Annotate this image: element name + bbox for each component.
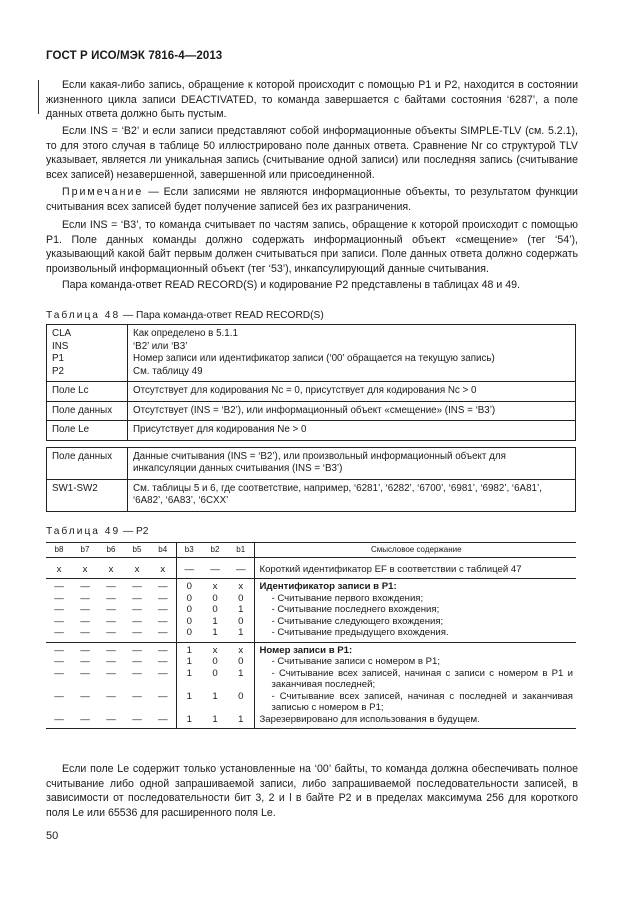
page-number: 50	[46, 830, 59, 842]
table-row: Поле данных Отсутствует (INS = ‘B2’), или информационный объект «смещение» (INS = ‘B3’)	[47, 401, 576, 421]
paragraph-read-record: Пара команда-ответ READ RECORD(S) и кодирование P2 представлены в таблицах 48 и 49.	[62, 279, 520, 291]
table-row: — — — — — 1 0 0 - Считывание записи с номером в P1;	[46, 656, 576, 668]
table49-header: b8 b7 b6 b5 b4 b3 b2 b1 Смысловое содержание	[46, 543, 576, 558]
table-row: — — — — — 0 1 0 - Считывание следующего вхождения;	[46, 616, 576, 628]
table-row: — — — — — 0 0 0 - Считывание первого вхождения;	[46, 593, 576, 605]
table-row: CLA INS P1 P2 Как определено в 5.1.1 ‘B2’ или ‘B3’ Номер записи или идентификатор записи (‘00’ обращается на текущую запись) См. таблицу 49	[47, 325, 576, 382]
table-gap	[47, 440, 576, 447]
paragraph-deactivated: Если какая-либо запись, обращение к которой происходит с помощью P1 и P2, находится в состоянии жизненного цикла записи DEACTIVATED, то команда завершается с байтами состояния ‘6287’, а поле данных ответа должно быть пустым.	[46, 79, 578, 120]
note-label: Примечание	[62, 186, 144, 198]
table-row: — — — — — 1 1 0 - Считывание всех записей, начиная с последней и заканчивая записью с номером в P1;	[46, 691, 576, 714]
table48	[46, 324, 576, 512]
table-row: Поле Le Присутствует для кодирования Ne > 0	[47, 421, 576, 441]
table-row: — — — — — 1 1 1 Зарезервировано для использования в будущем.	[46, 714, 576, 729]
table-row: — — — — — 0 0 1 - Считывание последнего вхождения;	[46, 604, 576, 616]
paragraph-simple-tlv: Если INS = ‘B2’ и если записи представляют собой информационные объекты SIMPLE-TLV (см. 5.2.1), то для этого случая в таблице 50 иллюстрировано поле данных ответа. Сравнение Nr со структурой TLV указывает, является ли уникальная запись (считывание одной записи) или последняя запись (считывание всех записей) незавершенной, завершенной или присоединенной.	[46, 125, 578, 181]
table49	[46, 542, 576, 729]
note-paragraph	[46, 185, 578, 214]
final-paragraph: Если поле Le содержит только установленные на ‘00’ байты, то команда должна обеспечивать полное считывание либо одной запрашиваемой записи, либо запрашиваемой последовательности записей, в зависимости от последовательности бит 3, 2 и l в байте P2 и в пределах максимума 256 для короткого поля Le или 65536 для расширенного поля Le.	[46, 763, 578, 819]
table-row: x x x x x — — — Короткий идентификатор EF в соответствии с таблицей 47	[46, 564, 576, 579]
table-row: Поле Lc Отсутствует для кодирования Nc = 0, присутствует для кодирования Nc > 0	[47, 382, 576, 402]
table-row: — — — — — 0 1 1 - Считывание предыдущего вхождения.	[46, 627, 576, 642]
page-header: ГОСТ Р ИСО/МЭК 7816-4—2013	[46, 50, 223, 62]
table48-caption: Таблица 48 — Пара команда-ответ READ RECORD(S)	[46, 310, 324, 321]
note-text: — Если записями не являются информационные объекты, то результатом функции считывания всех записей будет получение записей без их разграничения.	[46, 186, 578, 213]
table-row: — — — — — 1 0 1 - Считывание всех записей, начиная с записи с номером в P1 и заканчивая последней;	[46, 668, 576, 691]
table-row: Поле данных Данные считывания (INS = ‘B2’), или произвольный информационный объект для инкапсуляции данных считывания (INS = ‘B3’)	[47, 447, 576, 479]
table-row: — — — — — 0 x x Идентификатор записи в P1:	[46, 579, 576, 593]
change-bar	[38, 80, 39, 114]
paragraph-b3: Если INS = ‘B3’, то команда считывает по частям запись, обращение к которой происходит с помощью P1. Поле данных команды должно содержать информационный объект «смещение» (тег ‘54’), указывающий какой байт первым должен считываться при записи. Поле данных ответа должно содержать произвольный информационный объект (тег ‘53’), инкапсулирующий данные считывания.	[46, 219, 578, 275]
table-row: SW1-SW2 См. таблицы 5 и 6, где соответствие, например, ‘6281’, ‘6282’, ‘6700’, ‘6981’, ‘6982’, ‘6A81’, ‘6A82’, ‘6A83’, ‘6CXX’	[47, 479, 576, 511]
table-row: — — — — — 1 x x Номер записи в P1:	[46, 642, 576, 656]
table49-caption: Таблица 49 — P2	[46, 526, 149, 537]
